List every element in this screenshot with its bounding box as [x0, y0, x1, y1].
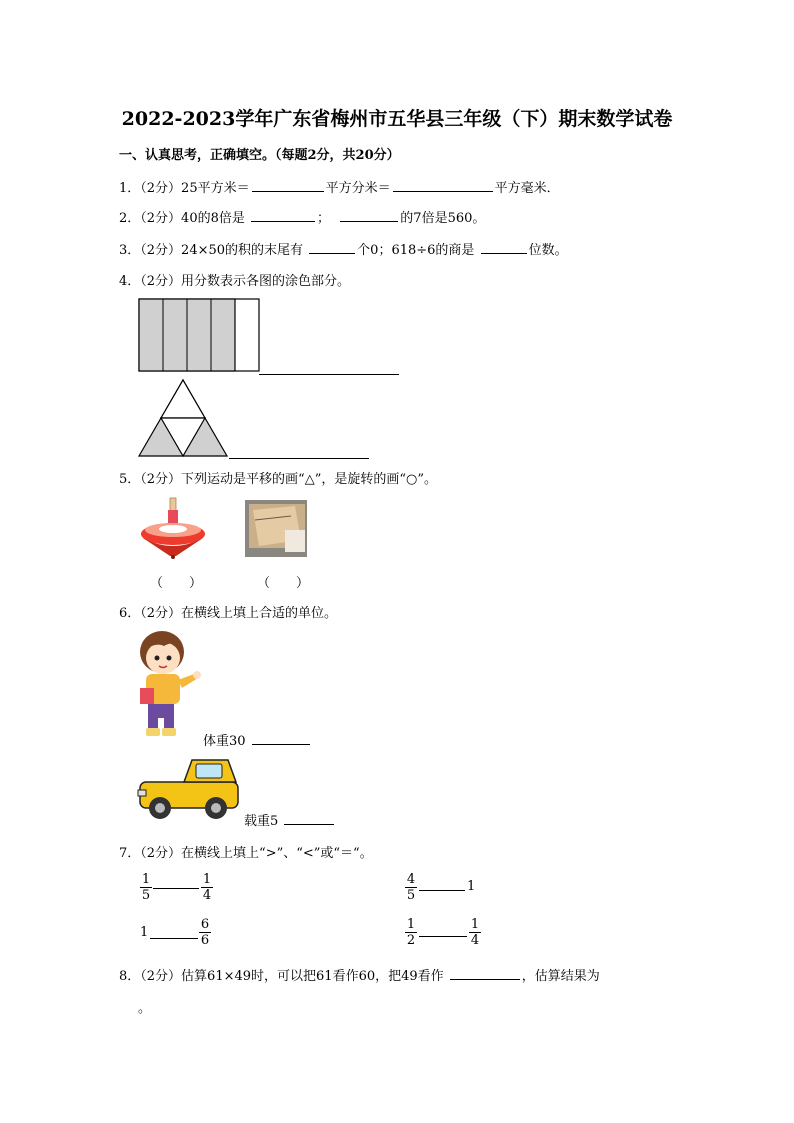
q6-load-text: 载重5: [244, 814, 279, 829]
q3-number: 3．（2分）: [119, 243, 182, 258]
q6-blank-2[interactable]: [284, 812, 334, 825]
q6-number: 6．（2分）: [119, 606, 182, 621]
q2-number: 2．（2分）: [119, 211, 182, 226]
q7b-right-number: 1: [467, 879, 476, 894]
q2-text-3: 的7倍是560。: [400, 211, 486, 226]
shaded-triangle-figure: [138, 379, 230, 459]
q7c-right-fraction: 6 6: [200, 917, 210, 948]
shaded-rectangle-figure: [138, 298, 262, 374]
q2-text-2: ；: [317, 211, 331, 226]
spinning-top-image: [138, 496, 208, 562]
q5-answer-paren-2[interactable]: （ ）: [257, 576, 310, 591]
q4-blank-1[interactable]: [259, 374, 399, 375]
q1-text-3: 平方毫米．: [494, 181, 560, 196]
q3-text-2: 个0；618÷6的商是: [357, 243, 475, 258]
q7a-left-fraction: 1 5: [141, 872, 151, 903]
q5-number: 5．（2分）: [119, 472, 182, 487]
question-7: [119, 842, 373, 861]
question-8: [119, 965, 600, 984]
q8-ending: 。: [138, 1001, 152, 1016]
q8-number: 8．（2分）: [119, 969, 182, 984]
q6-weight-line: [203, 730, 312, 749]
q1-number: 1．（2分）: [119, 181, 182, 196]
boy-cartoon-image: [136, 628, 204, 740]
q7c-blank[interactable]: [150, 938, 198, 939]
q8-blank-1[interactable]: [450, 967, 520, 980]
q1-text-2: 平方分米＝: [325, 181, 391, 196]
section-heading: 一、认真思考，正确填空。（每题2分，共20分）: [119, 148, 400, 163]
q7d-right-fraction: 1 4: [470, 917, 480, 948]
q4-number: 4．（2分）: [119, 274, 182, 289]
drawer-image: [245, 500, 307, 557]
q7a-right-fraction: 1 4: [202, 872, 212, 903]
q4-text-1: 用分数表示各图的涂色部分。: [181, 274, 351, 289]
q3-text-1: 24×50的积的末尾有: [181, 243, 304, 258]
q2-text-1: 40的8倍是: [181, 211, 245, 226]
q8-text-2: ，估算结果为: [521, 969, 600, 984]
question-5: [119, 468, 437, 487]
q3-text-3: 位数。: [528, 243, 568, 258]
q5-answer-paren-1[interactable]: （ ）: [150, 576, 203, 591]
q7c-left-number: 1: [140, 925, 149, 940]
q6-blank-1[interactable]: [252, 732, 310, 745]
question-3: [119, 239, 568, 258]
toy-truck-image: [136, 756, 244, 822]
q3-blank-1[interactable]: [309, 241, 355, 254]
q1-text-1: 25平方米＝: [181, 181, 250, 196]
q6-load-line: [244, 810, 336, 829]
q7d-left-fraction: 1 2: [406, 917, 416, 948]
question-4: [119, 270, 350, 289]
q5-text-1: 下列运动是平移的画“△”，是旋转的画“○”。: [181, 472, 437, 487]
question-1: [119, 177, 560, 196]
q1-blank-1[interactable]: [252, 179, 324, 192]
q7d-blank[interactable]: [419, 936, 467, 937]
q6-weight-text: 体重30: [203, 734, 246, 749]
q6-text-1: 在横线上填上合适的单位。: [181, 606, 338, 621]
q4-blank-2[interactable]: [229, 458, 369, 459]
q7b-left-fraction: 4 5: [406, 872, 416, 903]
page-title: 2022-2023学年广东省梅州市五华县三年级（下）期末数学试卷: [121, 108, 673, 130]
q8-text-1: 估算61×49时，可以把61看作60，把49看作: [181, 969, 444, 984]
q1-blank-2[interactable]: [393, 179, 493, 192]
question-6: [119, 602, 337, 621]
q7a-blank[interactable]: [153, 888, 199, 889]
q2-blank-2[interactable]: [340, 209, 398, 222]
question-2: [119, 207, 485, 226]
q3-blank-2[interactable]: [481, 241, 527, 254]
q7b-blank[interactable]: [419, 890, 465, 891]
q2-blank-1[interactable]: [251, 209, 315, 222]
q7-text-1: 在横线上填上“>”、“<”或“＝“。: [181, 846, 373, 861]
q7-number: 7．（2分）: [119, 846, 182, 861]
